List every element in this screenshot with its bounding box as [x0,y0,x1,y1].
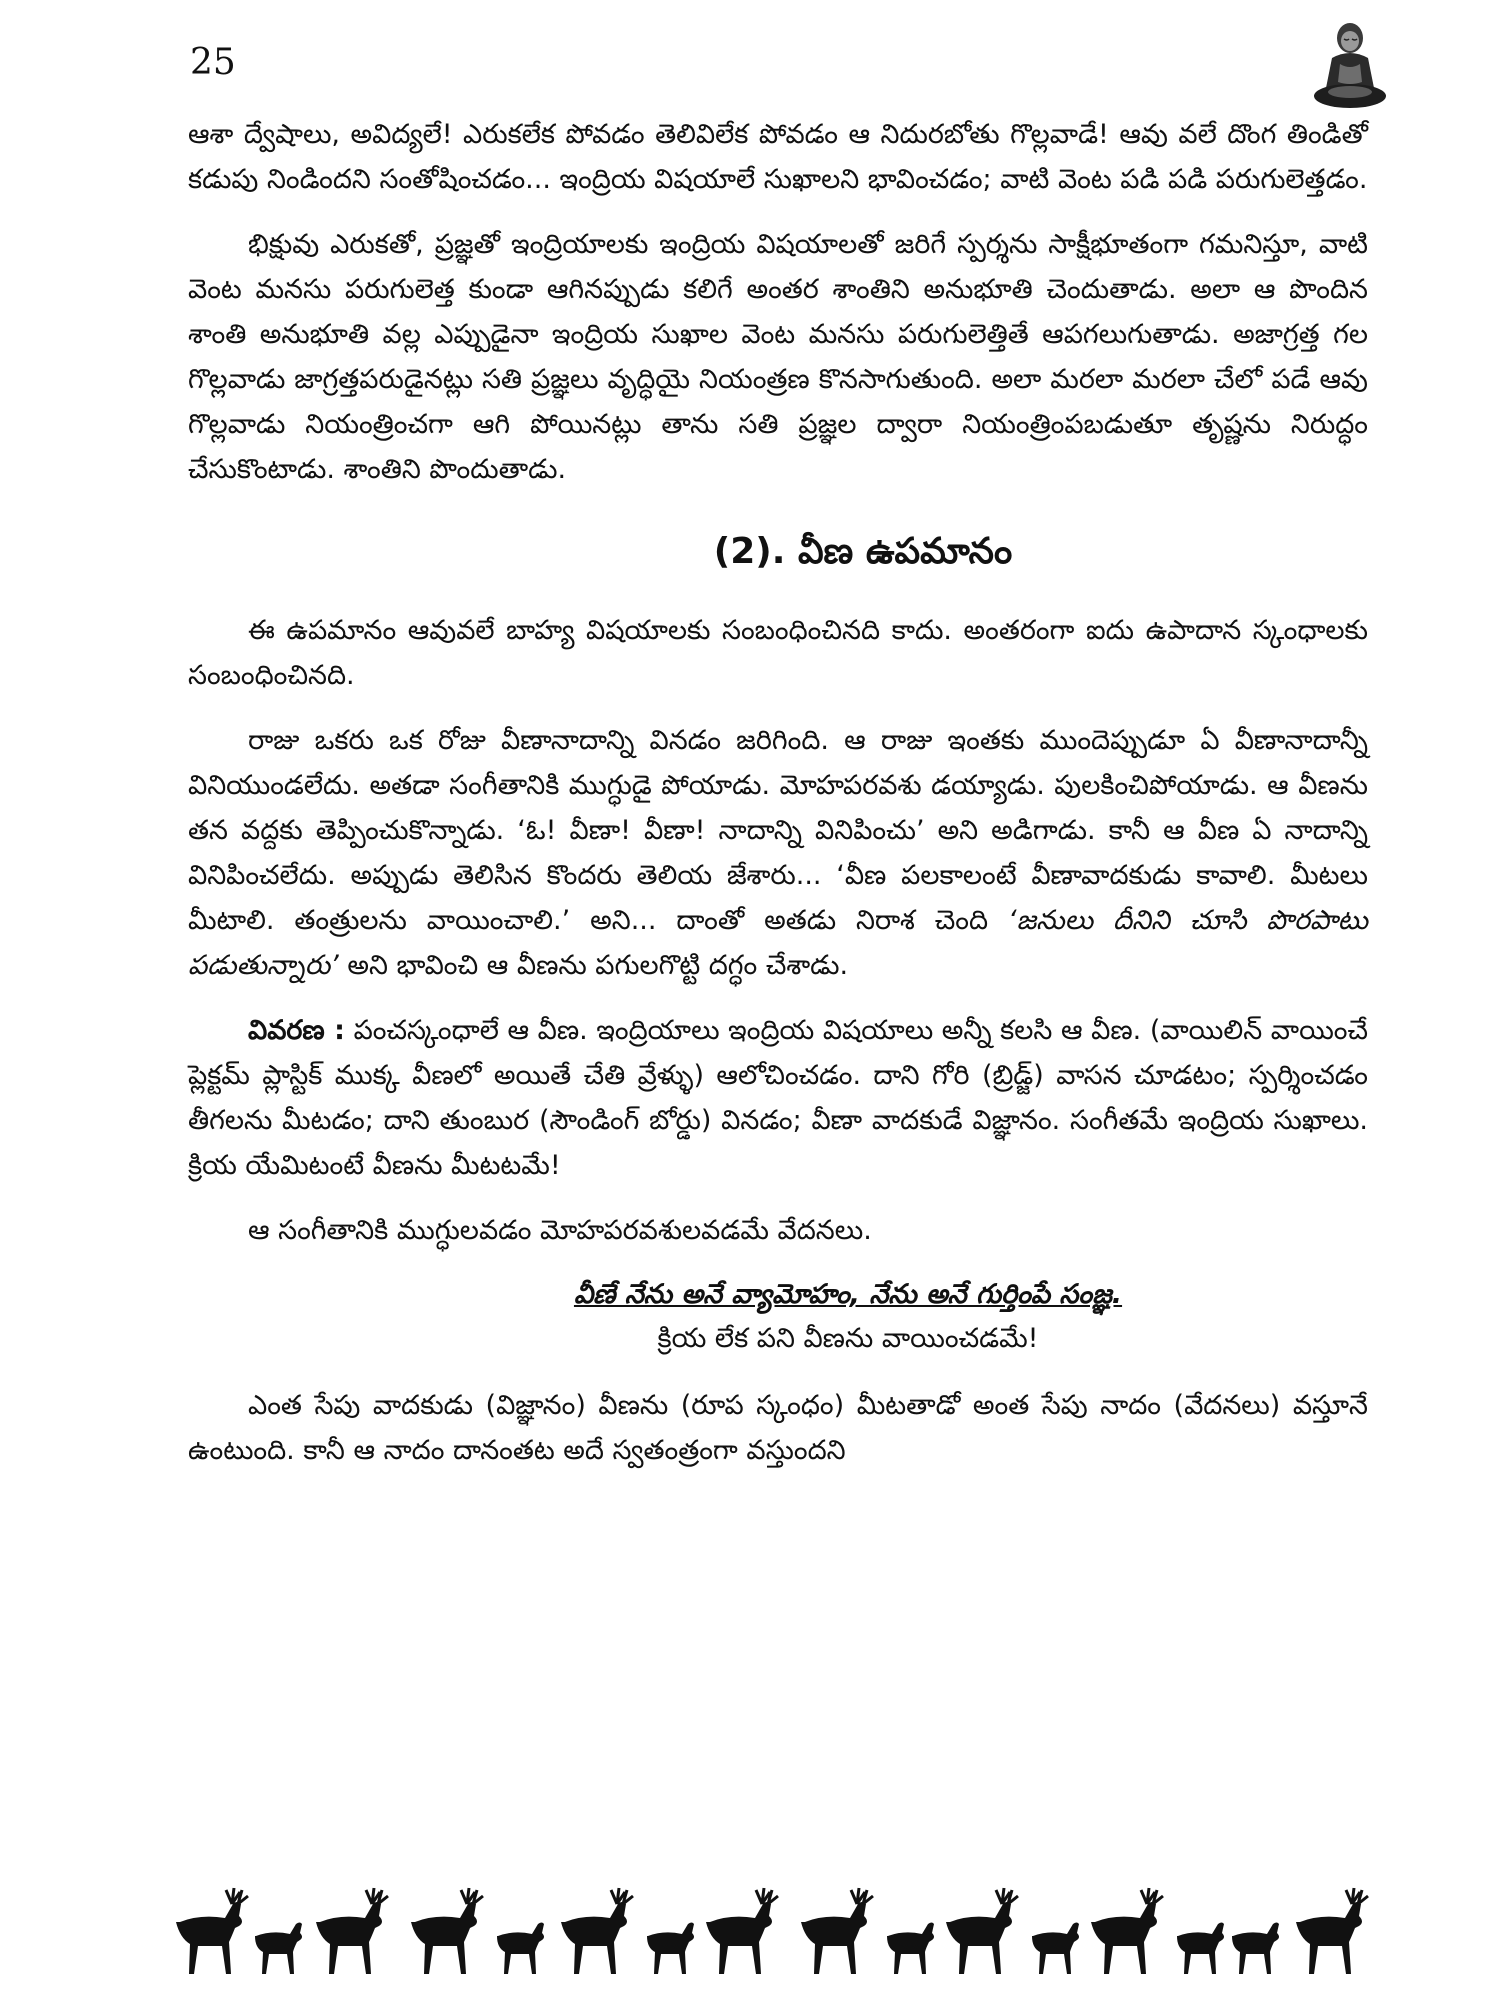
vivarana-text: పంచస్కంధాలే ఆ వీణ. ఇంద్రియాలు ఇంద్రియ విషయాలు అన్నీ కలసి ఆ వీణ. (వాయిలిన్ వాయించే ప్లెక్టమ్ ప్లాస్టిక్ ముక్క వీణలో అయితే చేతి వ్రేళ్ళు) ఆలోచించడం. దాని గోరి (బ్రిడ్జ్) వాసన చూడటం; స్పర్శించడం తీగలను మీటడం; దాని తుంబుర (సౌండింగ్ బోర్డు) వినడం; వీణా వాదకుడే విజ్ఞానం. సంగీతమే ఇంద్రియ సుఖాలు. క్రియ యేమిటంటే వీణను మీటటమే! [188,1015,1368,1181]
deer-silhouette-border [170,1880,1390,1990]
seated-monk-icon [1310,20,1390,112]
paragraph-intro-1: ఆశా ద్వేషాలు, అవిద్యలే! ఎరుకలేక పోవడం తెలివిలేక పోవడం ఆ నిదురబోతు గొల్లవాడే! ఆవు వలే దొంగ తిండితో కడుపు నిండిందని సంతోషించడం... ఇంద్రియ విషయాలే సుఖాలని భావించడం; వాటి వెంట పడి పడి పరుగులెత్తడం. [188,119,1368,195]
fawn-icon [647,1923,694,1975]
deer-icon [561,1888,633,1974]
deer-icon [801,1888,873,1974]
fawn-icon [1232,1923,1279,1975]
page-number: 25 [190,42,236,83]
fawn-icon [255,1923,302,1975]
page-content [188,112,1368,1493]
paragraph-vivarana [188,1008,1368,1188]
paragraph-raju-text: రాజు ఒకరు ఒక రోజు వీణానాదాన్ని వినడం జరిగింది. ఆ రాజు ఇంతకు ముందెప్పుడూ ఏ వీణానాదాన్నీ వినియుండలేదు. అతడా సంగీతానికి ముగ్ధుడై పోయాడు. మోహపరవశు డయ్యాడు. పులకించిపోయాడు. ఆ వీణను తన వద్దకు తెప్పించుకొన్నాడు. ‘ఓ! వీణా! వీణా! నాదాన్ని వినిపించు’ అని అడిగాడు. కానీ ఆ వీణ ఏ నాదాన్ని వినిపించలేదు. అప్పుడు తెలిసిన కొందరు తెలియ జేశారు... ‘వీణ పలకాలంటే వీణావాదకుడు కావాలి. మీటలు మీటాలి. తంత్రులను వాయించాలి.’ అని... దాంతో అతడు నిరాశ చెంది [188,725,1368,936]
paragraph-raju-italic: ‘జనులు దీనిని చూసి పొరపాటు పడుతున్నారు’ [188,905,1368,981]
section-heading: (2). వీణ ఉపమానం [713,531,1013,572]
deer-icon [1091,1888,1163,1974]
paragraph-raju [188,718,1368,988]
fawn-icon [887,1923,934,1975]
deer-icon [946,1888,1018,1974]
deer-icon [1296,1888,1368,1974]
fawn-icon [497,1923,544,1975]
paragraph-last: ఎంత సేపు వాదకుడు (విజ్ఞానం) వీణను (రూప స్కంధం) మీటతాడో అంత సేపు నాదం (వేదనలు) వస్తూనే ఉంటుంది. కానీ ఆ నాదం దానంతట అదే స్వతంత్రంగా వస్తుందని [188,1390,1368,1466]
paragraph-raju-end: అని భావించి ఆ వీణను పగులగొట్టి దగ్ధం చేశాడు. [347,950,849,981]
vivarana-label: వివరణ : [248,1015,345,1046]
deer-icon [176,1888,248,1974]
fawn-icon [1032,1923,1079,1975]
paragraph-intro-2: భిక్షువు ఎరుకతో, ప్రజ్ఞతో ఇంద్రియాలకు ఇంద్రియ విషయాలతో జరిగే స్పర్శను సాక్షీభూతంగా గమనిస్తూ, వాటి వెంట మనసు పరుగులెత్త కుండా ఆగినప్పుడు కలిగే అంతర శాంతిని అనుభూతి చెందుతాడు. అలా ఆ పొందిన శాంతి అనుభూతి వల్ల ఎప్పుడైనా ఇంద్రియ సుఖాల వెంట మనసు పరుగులెత్తితే ఆపగలుగుతాడు. అజాగ్రత్త గల గొల్లవాడు జాగ్రత్తపరుడైనట్లు సతి ప్రజ్ఞలు వృద్ధియై నియంత్రణ కొనసాగుతుంది. అలా మరలా మరలా చేలో పడే ఆవు గొల్లవాడు నియంత్రించగా ఆగి పోయినట్లు తాను సతి ప్రజ్ఞల ద్వారా నియంత్రింపబడుతూ తృష్ణను నిరుద్ధం చేసుకొంటాడు. శాంతిని పొందుతాడు. [188,229,1368,485]
paragraph-upamanam: ఈ ఉపమానం ఆవువలే బాహ్య విషయాలకు సంబంధించినది కాదు. అంతరంగా ఐదు ఉపాదాన స్కంధాలకు సంబంధించినది. [188,615,1368,691]
center-plain-line: క్రియ లేక పని వీణను వాయించడమే! [657,1323,1039,1354]
paragraph-sangeetam: ఆ సంగీతానికి ముగ్ధులవడం మోహపరవశులవడమే వేదనలు. [248,1215,872,1246]
deer-icon [411,1888,483,1974]
center-underlined-line: వీణే నేను అనే వ్యామోహం, నేను అనే గుర్తింపే సంజ్ఞ. [573,1279,1123,1310]
deer-icon [316,1888,388,1974]
deer-icon [706,1888,778,1974]
fawn-icon [1177,1923,1224,1975]
